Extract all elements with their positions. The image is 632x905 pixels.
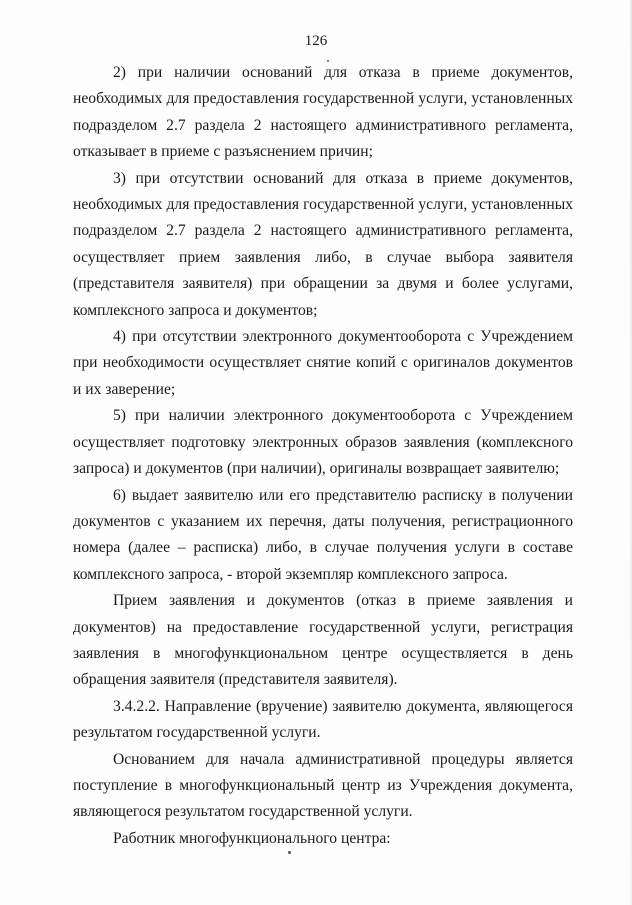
document-body: [73, 60, 573, 852]
paragraph-reception: Прием заявления и документов (отказ в приеме заявления и документов) на предоставление государственной услуги, регистрация заявления в многофункциональном центре осуществляется в день обращения заявителя (представителя заявителя).: [73, 592, 573, 689]
scan-speck: [288, 851, 291, 854]
page-number: 126: [304, 33, 328, 49]
paragraph-item-2: 2) при наличии оснований для отказа в приеме документов, необходимых для предоставления государственной услуги, установленных подразделом 2.7 раздела 2 настоящего административного регламента, отказывает в приеме с разъяснением причин;: [73, 64, 573, 161]
scan-speck: [327, 60, 329, 62]
paragraph-worker: Работник многофункционального центра:: [113, 829, 391, 847]
paragraph-item-4: 4) при отсутствии электронного документооборота с Учреждением при необходимости осуществляет снятие копий с оригиналов документов и их заверение;: [73, 328, 573, 398]
paragraph-basis: Основанием для начала административной процедуры является поступление в многофункциональный центр из Учреждения документа, являющегося результатом государственной услуги.: [73, 750, 573, 821]
paragraph-section-3-4-2-2: 3.4.2.2. Направление (вручение) заявителю документа, являющегося результатом государственной услуги.: [73, 697, 573, 742]
paragraph-item-3: 3) при отсутствии оснований для отказа в приеме документов, необходимых для предоставления государственной услуги, установленных подразделом 2.7 раздела 2 настоящего административного регламента, осуществляет прием заявления либо, в случае выбора заявителя (представителя заявителя) при обращении за двумя и более услугами, комплексного запроса и документов;: [73, 169, 573, 319]
paragraph-item-5: 5) при наличии электронного документооборота с Учреждением осуществляет подготовку электронных образов заявления (комплексного запроса) и документов (при наличии), оригиналы возвращает заявителю;: [73, 407, 573, 478]
paragraph-item-6: 6) выдает заявителю или его представителю расписку в получении документов с указанием их перечня, даты получения, регистрационного номера (далее – расписка) либо, в случае получения услуги в составе комплексного запроса, - второй экземпляр комплексного запроса.: [73, 486, 573, 583]
